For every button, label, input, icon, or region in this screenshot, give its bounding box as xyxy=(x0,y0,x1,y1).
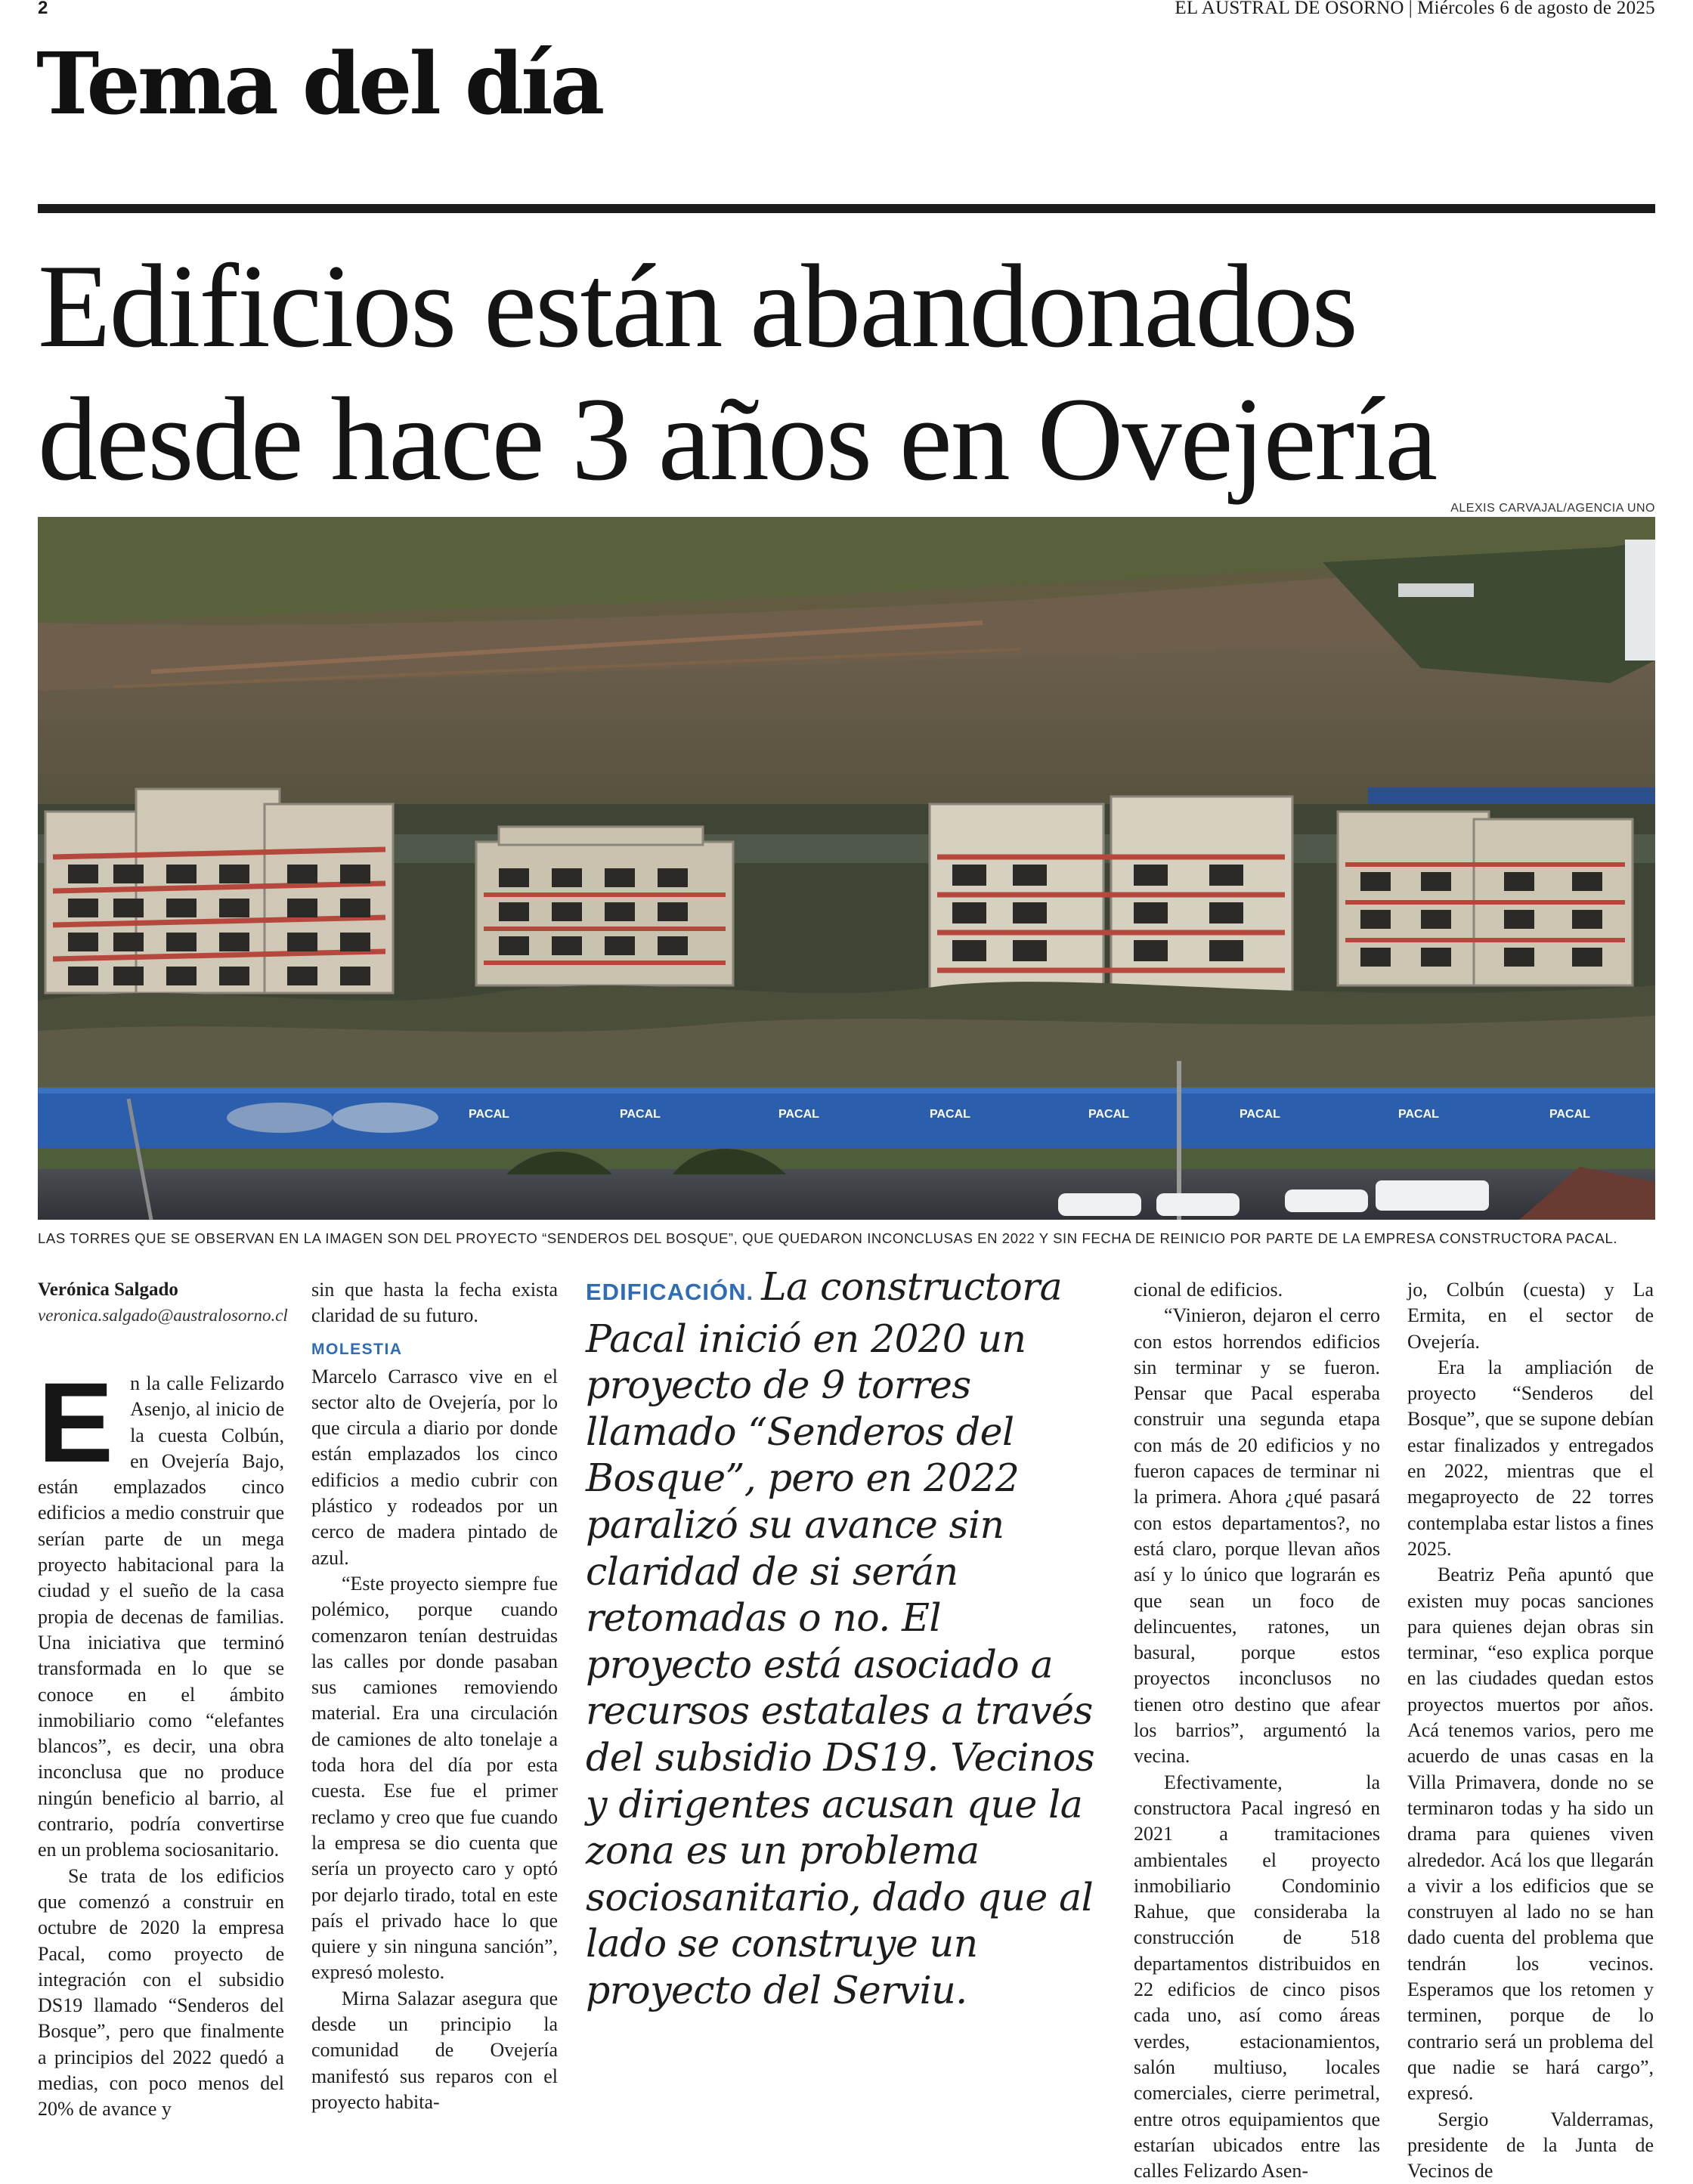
svg-text:PACAL: PACAL xyxy=(620,1108,661,1121)
folio-separator: | xyxy=(1409,0,1413,18)
svg-text:PACAL: PACAL xyxy=(930,1108,970,1121)
paragraph: Marcelo Carrasco vive en el sector alto de Ovejería, por lo que circula a diario por donde están emplazados los cinco edificios a medio cubrir con plástico y rodeados por un cerco de madera pintado de azul. xyxy=(311,1364,558,1571)
paragraph: Sergio Valderramas, presidente de la Junta de Vecinos de xyxy=(1407,2107,1654,2184)
paragraph-continued: jo, Colbún (cuesta) y La Ermita, en el sector de Ovejería. xyxy=(1407,1277,1654,1355)
article-column-2 xyxy=(311,1277,558,2115)
newspaper-name: EL AUSTRAL DE OSORNO xyxy=(1175,0,1404,18)
article-column-5 xyxy=(1407,1277,1654,2184)
paragraph: Mirna Salazar asegura que desde un principio la comunidad de Ovejería manifestó sus reparos con el proyecto habita- xyxy=(311,1986,558,2115)
drop-cap: E xyxy=(38,1377,113,1468)
publication-date: Miércoles 6 de agosto de 2025 xyxy=(1417,0,1655,18)
svg-text:PACAL: PACAL xyxy=(1088,1108,1129,1121)
headline-line-2: desde hace 3 años en Ovejería xyxy=(38,373,1655,506)
section-title: Tema del día xyxy=(36,36,602,133)
article-column-4 xyxy=(1134,1277,1380,2184)
paragraph-continued: cional de edificios. xyxy=(1134,1277,1380,1303)
paragraph: Efectivamente, la constructora Pacal ingresó en 2021 a tramitaciones ambientales el proyecto inmobiliario Condominio Rahue, que consideraba la construcción de 518 departamentos distribuidos en 22 edificios de cinco pisos cada uno, así como áreas verdes, estacionamientos, salón multiuso, locales comerciales, cierre perimetral, entre otros equipamientos que estarían ubicados entre las calles Felizardo Asen- xyxy=(1134,1770,1380,2184)
photo-caption: LAS TORRES QUE SE OBSERVAN EN LA IMAGEN SON DEL PROYECTO “SENDEROS DEL BOSQUE”, QUE QUEDARON INCONCLUSAS EN 2022 Y SIN FECHA DE REINICIO POR PARTE DE LA EMPRESA CONSTRUCTORA PACAL. xyxy=(38,1230,1655,1247)
paragraph: Se trata de los edificios que comenzó a construir en octubre de 2020 la empresa Pacal, como proyecto de integración con el subsidio DS19 llamado “Senderos del Bosque”, pero que finalmente a principios del 2022 quedó a medias, con poco menos del 20% de avance y xyxy=(38,1864,284,2123)
subhead-molestia: MOLESTIA xyxy=(311,1340,558,1360)
paragraph: “Este proyecto siempre fue polémico, porque cuando comenzaron tenían destruidas las calles por donde pasaban sus camiones removiendo material. Era una circulación de camiones de alto tonelaje a toda hora del día por esta cuesta. Ese fue el primer reclamo y creo que fue cuando la empresa se dio cuenta que sería un proyecto caro y optó por dejarlo tirado, total en este país el privado hace lo que quiere y sin ninguna sanción”, expresó molesto. xyxy=(311,1571,558,1986)
pull-quote xyxy=(586,1264,1115,2014)
svg-text:PACAL: PACAL xyxy=(778,1108,819,1121)
photo-abandoned-buildings xyxy=(38,517,1655,1220)
paragraph: Era la ampliación de proyecto “Senderos del Bosque”, que se supone debían estar finalizados y entregados en 2022, mientras que el megaproyecto de 22 torres contemplaba estar listos a fines 2025. xyxy=(1407,1355,1654,1562)
pull-quote-text: La constructora Pacal inició en 2020 un proyecto de 9 torres llamado “Senderos del Bosque”, pero en 2022 paralizó su avance sin claridad de si serán retomadas o no. El proyecto está asociado a recursos estatales a través del subsidio DS19. Vecinos y dirigentes acusan que la zona es un problema sociosanitario, dado que al lado se construye un proyecto del Serviu. xyxy=(586,1264,1094,2012)
lead-paragraph xyxy=(38,1371,284,1864)
svg-text:PACAL: PACAL xyxy=(1549,1108,1590,1121)
headline-line-1: Edificios están abandonados xyxy=(38,240,1655,373)
photo-credit: ALEXIS CARVAJAL/AGENCIA UNO xyxy=(1450,502,1655,515)
article-column-1 xyxy=(38,1277,284,2123)
svg-text:PACAL: PACAL xyxy=(1240,1108,1280,1121)
byline-email: veronica.salgado@australosorno.cl xyxy=(38,1303,284,1329)
section-rule xyxy=(38,204,1655,213)
folio xyxy=(1175,0,1655,17)
byline-author: Verónica Salgado xyxy=(38,1277,284,1303)
photo xyxy=(38,517,1655,1220)
page-number: 2 xyxy=(38,0,48,17)
lead-text: n la calle Felizardo Asenjo, al inicio de la cuesta Colbún, en Ovejería Bajo, están emplazados cinco edificios a medio construir que serían parte de un mega proyecto habitacional para la ciudad y el sueño de la casa propia de decenas de familias. Una iniciativa que terminó transformada en lo que se conoce en el ámbito inmobiliario como “elefantes blancos”, es decir, una obra inconclusa que no produce ningún beneficio al barrio, al contrario, podría convertirse en un problema sociosanitario. xyxy=(38,1372,284,1861)
paragraph: Beatriz Peña apuntó que existen muy pocas sanciones para quienes dejan obras sin terminar, “eso explica porque en las ciudades quedan estos proyectos muertos por años. Acá tenemos varios, pero me acuerdo de unas casas en la Villa Primavera, donde no se terminaron todas y ha sido un drama para quienes viven alrededor. Acá los que llegarán a vivir a los edificios que se construyen al lado no se han dado cuenta del problema que tendrán los vecinos. Esperamos que los retomen y terminen, porque de lo contrario será un problema del que nadie se hará cargo”, expresó. xyxy=(1407,1562,1654,2106)
svg-text:PACAL: PACAL xyxy=(469,1108,509,1121)
paragraph: “Vinieron, dejaron el cerro con estos horrendos edificios sin terminar y se fueron. Pensar que Pacal esperaba construir una segunda etapa con más de 20 edificios y no fueron capaces de terminar ni la primera. Ahora ¿qué pasará con estos departamentos?, no está claro, porque llevan años así y lo único que lograrán es que sean un foco de delincuentes, ratones, un basural, porque estos proyectos inconclusos no tienen otro destino que afear los barrios”, argumentó la vecina. xyxy=(1134,1303,1380,1769)
paragraph-continued: sin que hasta la fecha exista claridad de su futuro. xyxy=(311,1277,558,1329)
pull-quote-kicker: EDIFICACIÓN. xyxy=(586,1279,754,1305)
svg-text:PACAL: PACAL xyxy=(1398,1108,1439,1121)
headline xyxy=(38,240,1655,506)
